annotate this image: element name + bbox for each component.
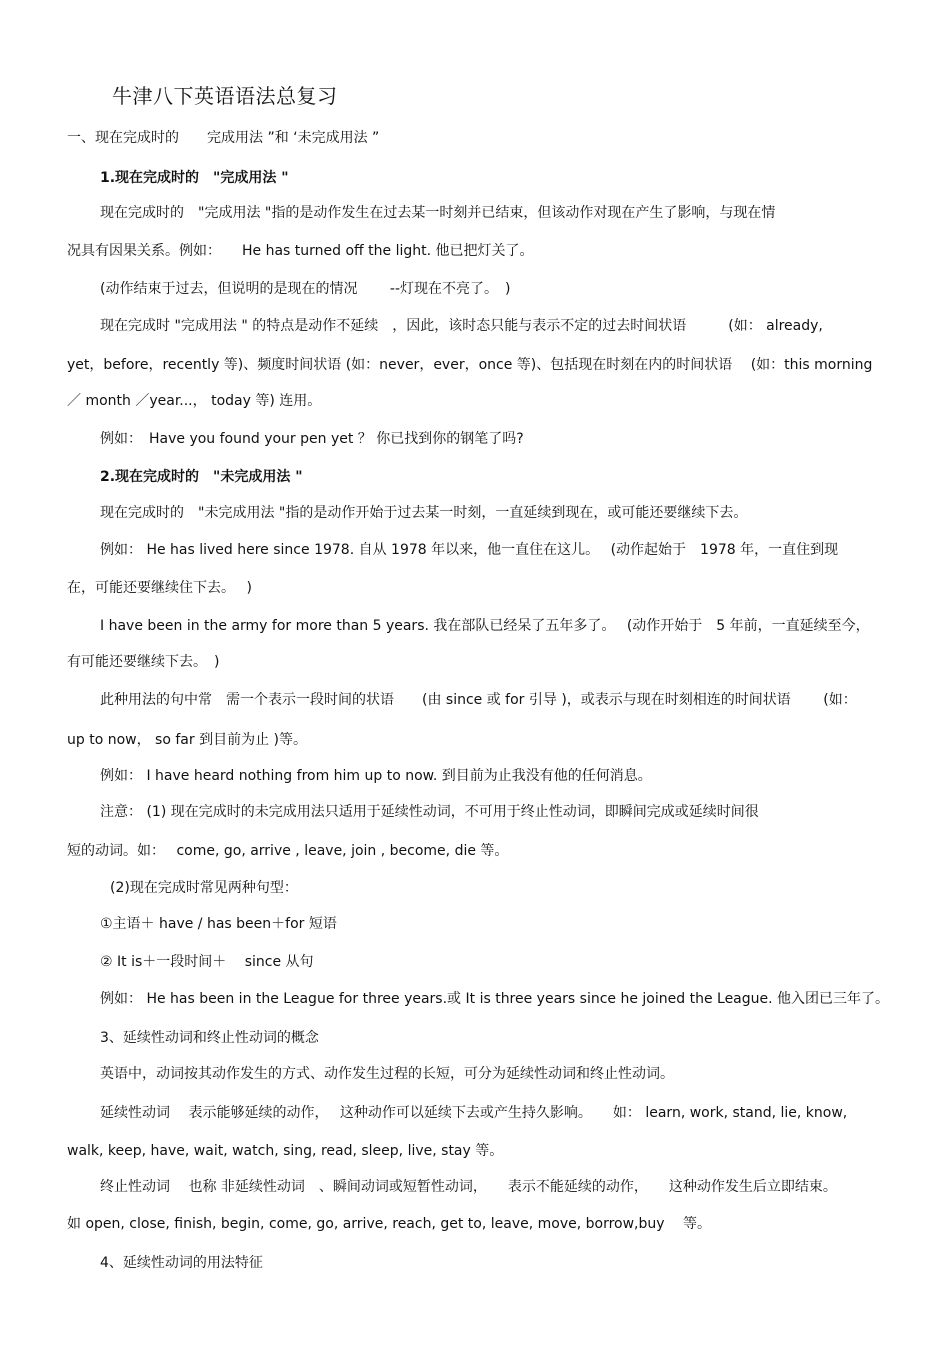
pattern-line-2: ② It is＋一段时间＋ since 从句: [100, 954, 314, 970]
paragraph-line: 如 open, close, finish, begin, come, go, arrive, reach, get to, leave, move, borrow,buy 等。: [67, 1216, 712, 1232]
example-line: 例如： He has been in the League for three years.或 It is three years since he joined the League. 他入团已三年了。: [100, 991, 890, 1007]
example-line: I have been in the army for more than 5 years. 我在部队已经呆了五年多了。 (动作开始于 5 年前，一直延续至今，: [100, 618, 870, 634]
paragraph-line: 延续性动词 表示能够延续的动作， 这种动作可以延续下去或产生持久影响。 如： learn, work, stand, lie, know,: [100, 1105, 848, 1121]
example-line: 例如： I have heard nothing from him up to now. 到目前为止我没有他的任何消息。: [100, 768, 652, 784]
note-line: (2)现在完成时常见两种句型：: [110, 880, 298, 896]
page-title: 牛津八下英语语法总复习: [112, 84, 338, 108]
paragraph-line: walk, keep, have, wait, watch, sing, read, sleep, live, stay 等。: [67, 1143, 504, 1159]
example-line: 例如： He has lived here since 1978. 自从 1978 年以来，他一直住在这儿。 (动作起始于 1978 年，一直住到现: [100, 542, 839, 558]
example-line: 例如： Have you found your pen yet ？ 你已找到你的钢笔了吗?: [100, 431, 524, 447]
paragraph-line: 有可能还要继续下去。 ): [67, 654, 220, 670]
pattern-line-1: ①主语＋ have / has been＋for 短语: [100, 916, 337, 932]
paragraph-line: 在，可能还要继续住下去。 ): [67, 580, 252, 596]
paragraph-line: 现在完成时的 "未完成用法 "指的是动作开始于过去某一时刻，一直延续到现在，或可能还要继续下去。: [100, 505, 748, 521]
paragraph-line: 现在完成时 "完成用法 " 的特点是动作不延续 ，因此，该时态只能与表示不定的过去时间状语 (如： already,: [100, 318, 823, 334]
section-heading-1: 一、现在完成时的 完成用法 ”和 ‘未完成用法 ”: [67, 130, 380, 146]
section-heading-4: 4、延续性动词的用法特征: [100, 1255, 263, 1271]
paragraph-line: 英语中，动词按其动作发生的方式、动作发生过程的长短，可分为延续性动词和终止性动词。: [100, 1066, 674, 1082]
paragraph-line: 短的动词。如： come, go, arrive , leave, join , become, die 等。: [67, 843, 509, 859]
paragraph-line: 现在完成时的 "完成用法 "指的是动作发生在过去某一时刻并已结束，但该动作对现在产生了影响，与现在情: [100, 205, 776, 221]
paragraph-line: up to now， so far 到目前为止 )等。: [67, 732, 307, 748]
section-heading-3: 3、延续性动词和终止性动词的概念: [100, 1030, 319, 1046]
paragraph-line: 此种用法的句中常 需一个表示一段时间的状语 (由 since 或 for 引导 )，或表示与现在时刻相连的时间状语 (如：: [100, 692, 857, 708]
subheading-1: 1.现在完成时的 "完成用法 ": [100, 170, 289, 186]
subheading-2: 2.现在完成时的 "未完成用法 ": [100, 469, 303, 485]
paragraph-line: yet，before，recently 等)、频度时间状语 (如：never，ever，once 等)、包括现在时刻在内的时间状语 (如：this morning: [67, 357, 873, 373]
paragraph-line: 况具有因果关系。例如： He has turned off the light. 他已把灯关了。: [67, 243, 534, 259]
paragraph-line: 终止性动词 也称 非延续性动词 、瞬间动词或短暂性动词， 表示不能延续的动作， 这种动作发生后立即结束。: [100, 1179, 837, 1195]
paragraph-line: ／ month ／year...， today 等) 连用。: [67, 393, 322, 409]
note-line: 注意： (1) 现在完成时的未完成用法只适用于延续性动词，不可用于终止性动词，即瞬间完成或延续时间很: [100, 804, 759, 820]
paragraph-line: (动作结束于过去，但说明的是现在的情况 --灯现在不亮了。 ): [100, 281, 511, 297]
